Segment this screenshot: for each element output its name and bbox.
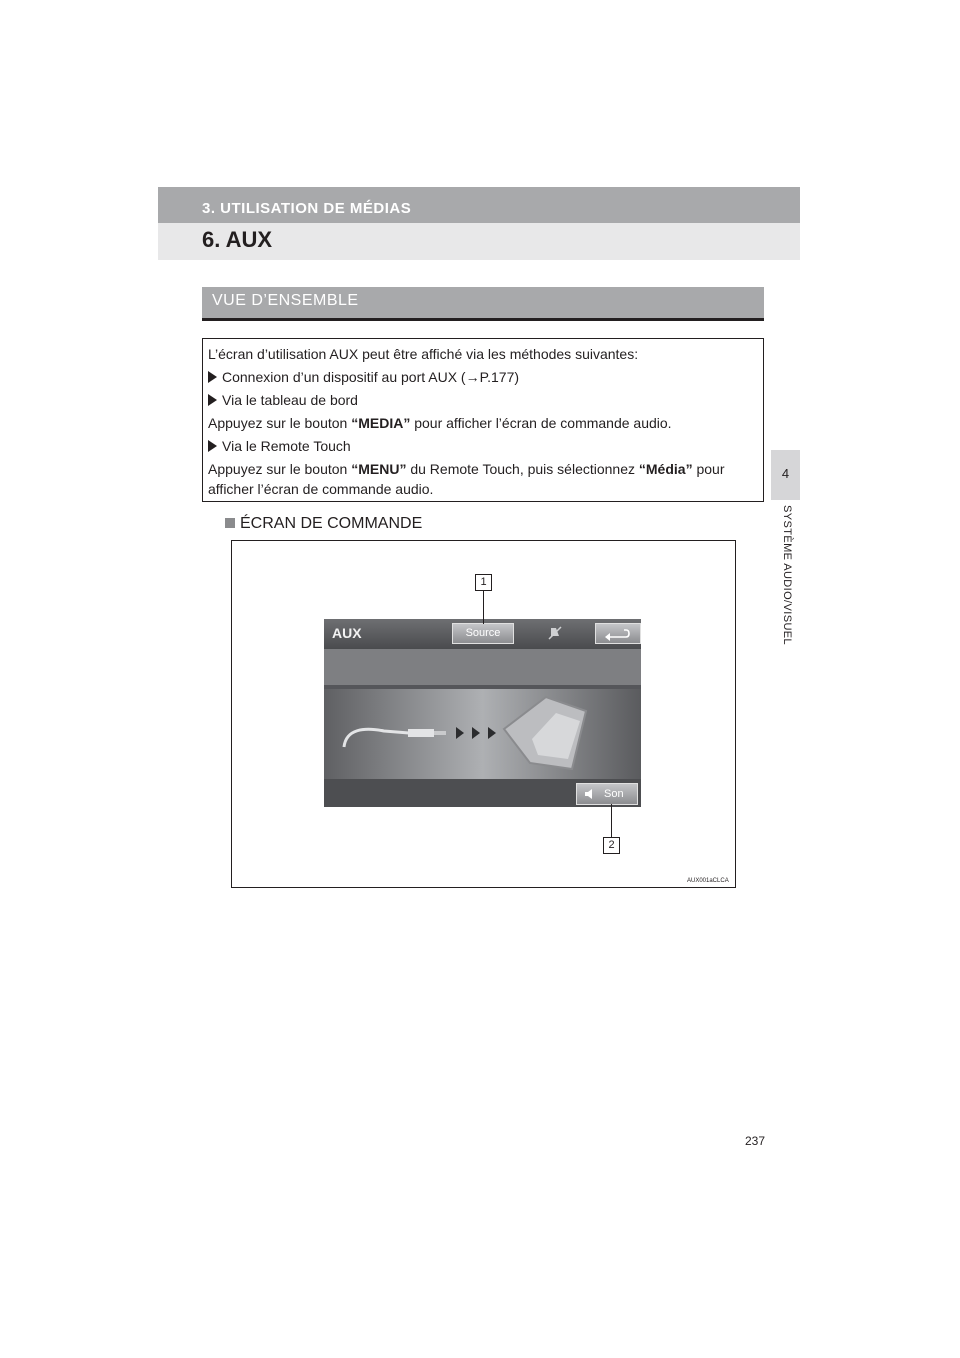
figure-code: AUX001aCLCA — [687, 878, 729, 884]
section-title: 3. UTILISATION DE MÉDIAS — [202, 200, 412, 217]
overview-item-3: Via le Remote Touch — [208, 438, 351, 454]
back-button[interactable] — [595, 623, 641, 644]
speaker-icon — [584, 784, 594, 811]
overview-item-1: Connexion d’un dispositif au port AUX (→P.177) — [208, 369, 519, 385]
triangle-bullet-icon — [208, 394, 217, 406]
page-number: 237 — [745, 1134, 766, 1148]
chapter-tab-number: 4 — [781, 466, 790, 481]
overview-title-rule — [202, 318, 764, 321]
screen-title: AUX — [332, 625, 362, 641]
overview-item-3-desc-line2: afficher l’écran de commande audio. — [208, 481, 434, 497]
source-button[interactable]: Source — [452, 623, 514, 644]
mute-icon — [547, 625, 563, 641]
callout-2: 2 — [603, 837, 620, 854]
chapter-side-label: SYSTÈME AUDIO/VISUEL — [781, 505, 793, 646]
callout-2-leader — [611, 804, 612, 837]
sound-button[interactable]: Son — [576, 783, 638, 805]
square-bullet-icon — [225, 518, 235, 528]
overview-intro: L’écran d’utilisation AUX peut être affiché via les méthodes suivantes: — [208, 346, 639, 362]
aux-screen-illustration — [324, 619, 641, 807]
overview-item-2: Via le tableau de bord — [208, 392, 358, 408]
overview-item-2-desc: Appuyez sur le bouton “MEDIA” pour afficher l’écran de commande audio. — [208, 415, 672, 431]
overview-item-3-desc: Appuyez sur le bouton “MENU” du Remote Touch, puis sélectionnez “Média” pour — [208, 461, 725, 477]
overview-title: VUE D’ENSEMBLE — [212, 292, 359, 309]
callout-1: 1 — [475, 574, 492, 591]
back-arrow-icon — [596, 624, 640, 643]
callout-1-leader — [483, 590, 484, 624]
triangle-bullet-icon — [208, 440, 217, 452]
control-screen-heading: ÉCRAN DE COMMANDE — [225, 515, 422, 533]
triangle-bullet-icon — [208, 371, 217, 383]
chapter-side-label-wrap — [777, 505, 795, 670]
chapter-title: 6. AUX — [202, 227, 273, 252]
